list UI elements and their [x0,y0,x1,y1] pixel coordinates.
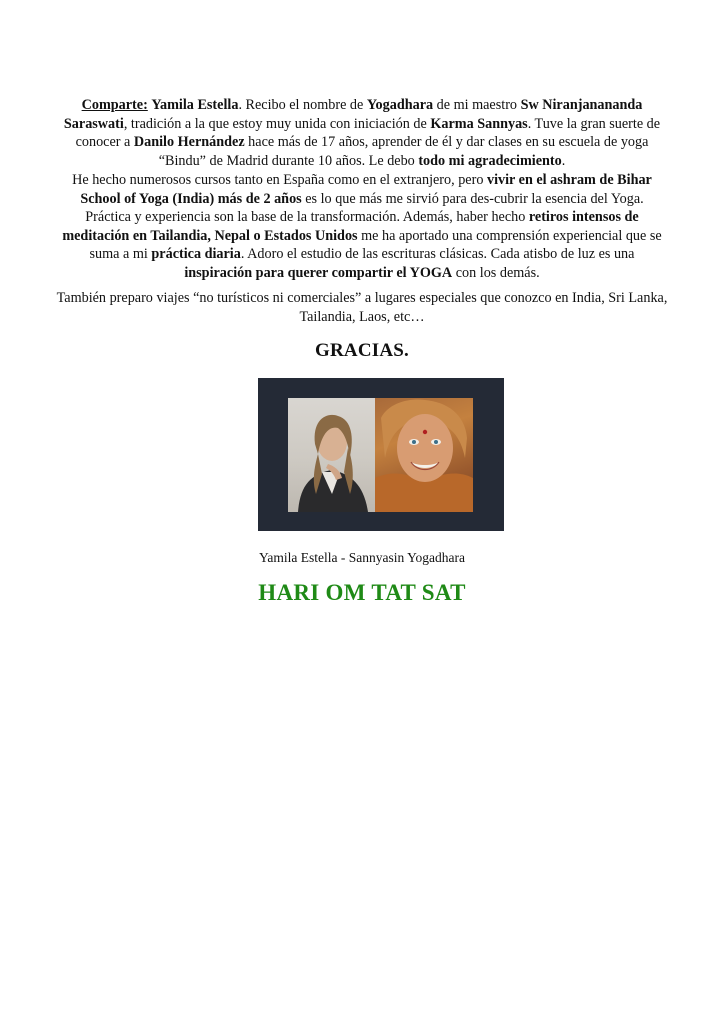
ashram-phrase: vivir en el ashram de Bihar School of Yoga (India) más de 2 años [80,172,652,207]
inspiration-phrase: inspiración para querer compartir el YOGA [184,264,453,281]
comparte-label: Comparte: [81,97,148,113]
portrait-left-figure [288,398,375,512]
text-span: . Recibo el nombre de [238,97,367,113]
portrait-right-figure [375,398,473,512]
portrait-photo-left [288,398,375,512]
photo-frame [258,378,504,531]
text-span: . Tuve la gran suerte de conocer a [75,115,661,151]
experience-paragraph [56,171,668,283]
name-teacher: Sw Niranjanananda Saraswati [63,97,643,132]
gracias-heading: GRACIAS. [315,340,409,361]
travel-paragraph: También preparo viajes “no turísticos ni comerciales” a lugares especiales que conozco en India, Sri Lanka, Tailandia, Laos, etc… [56,290,668,325]
daily-practice-phrase: práctica diaria [151,246,241,263]
text-span: , tradición a la que estoy muy unida con iniciación de [123,115,431,132]
retreats-phrase: retiros intensos de meditación en Tailandia, Nepal o Estados Unidos [62,209,639,244]
gratitude-phrase: todo mi agradecimiento [418,152,562,169]
text-span: con los demás. [452,264,540,281]
text-span: hace más de 17 años, aprender de él y dar clases en su escuela de yoga “Bindu” de Madrid durante 10 años. Le debo [158,134,649,169]
name-yogadhara: Yogadhara [366,97,434,113]
text-span: me ha aportado una comprensión experiencial que se suma a mi [89,227,662,263]
photo-caption: Yamila Estella - Sannyasin Yogadhara [259,550,465,565]
portrait-photo-right [375,398,473,512]
karma-sannyas: Karma Sannyas [430,115,528,132]
text-span: He hecho numerosos cursos tanto en España como en el extranjero, pero [72,172,487,188]
text-span: . [561,152,566,169]
intro-paragraph [56,96,668,170]
text-span: de mi maestro [433,97,521,113]
text-span: es lo que más me sirvió para des-cubrir la esencia del Yoga. Práctica y experiencia son la base de la transformación. Además, haber hecho [85,190,644,226]
name-danilo: Danilo Hernández [133,134,245,151]
text-span: . Adoro el estudio de las escrituras clásicas. Cada atisbo de luz es una [240,246,635,263]
closing-mantra: HARI OM TAT SAT [258,580,466,605]
name-yamila: Yamila Estella [151,97,239,113]
